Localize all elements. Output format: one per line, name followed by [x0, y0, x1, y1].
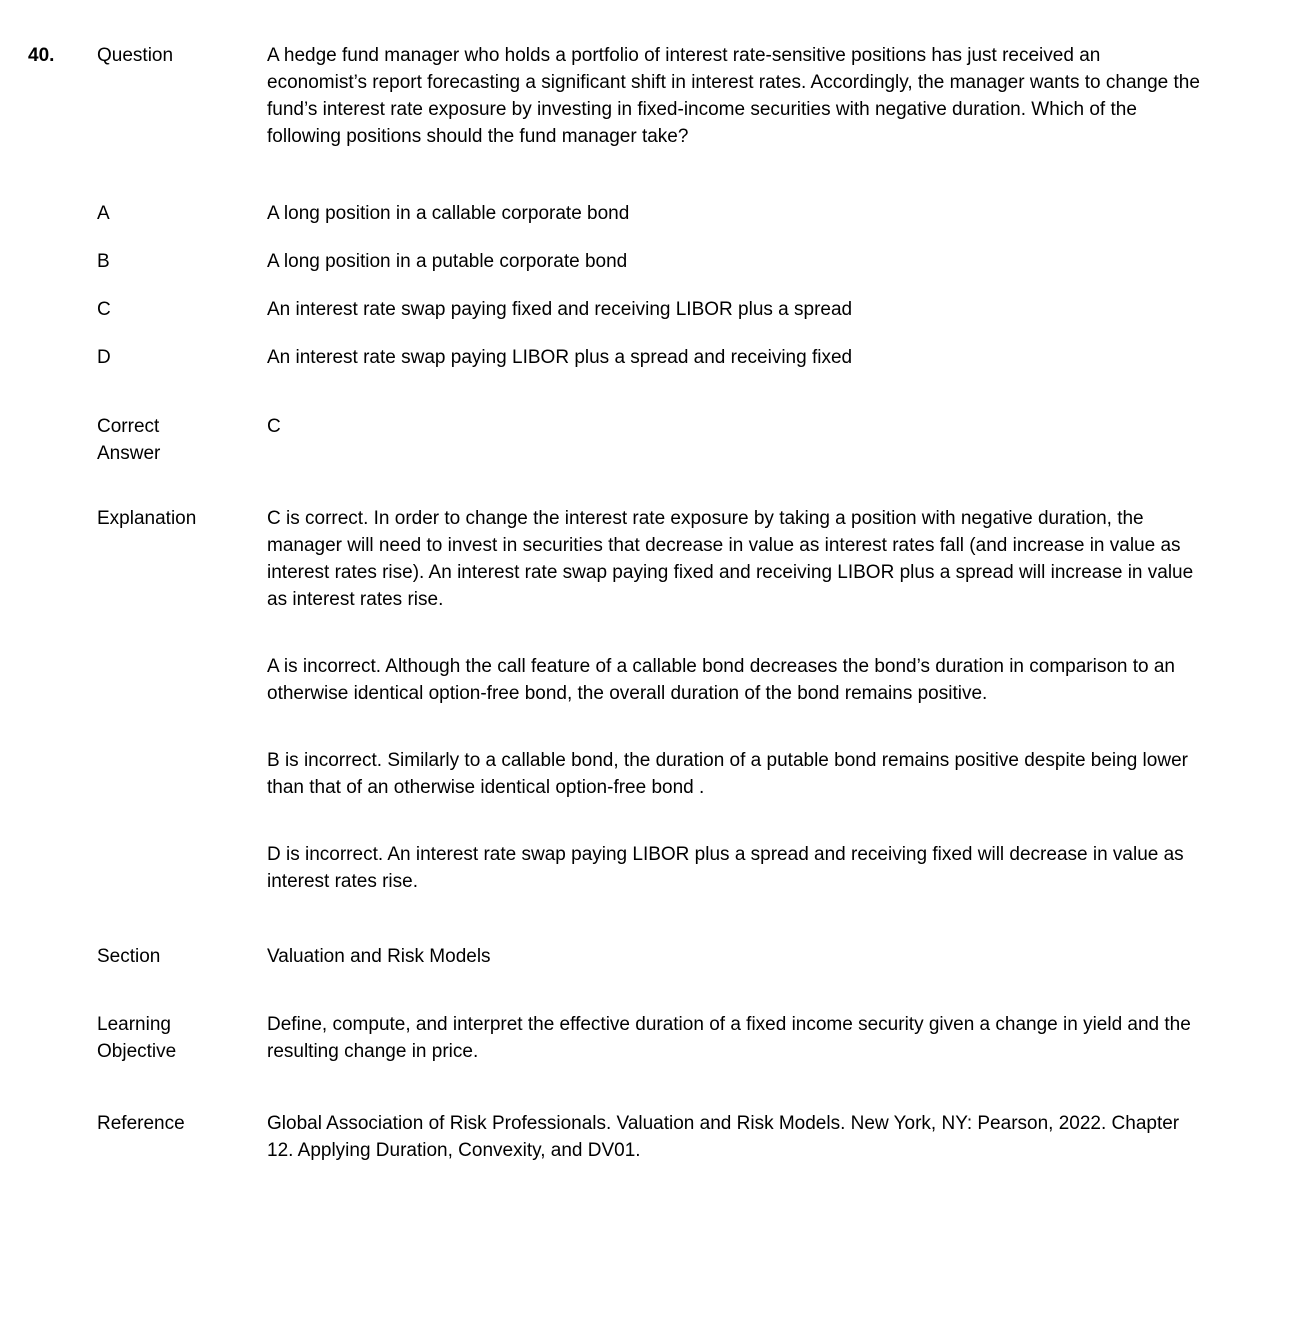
option-text-a: A long position in a callable corporate bond: [267, 203, 630, 224]
question-label: Question: [97, 45, 174, 66]
section-label: Section: [97, 946, 161, 967]
option-text-d: An interest rate swap paying LIBOR plus a spread and receiving fixed: [267, 347, 853, 368]
section-text: Valuation and Risk Models: [267, 946, 491, 967]
reference-row: [28, 1110, 1200, 1164]
explanation-paragraph-d: D is incorrect. An interest rate swap paying LIBOR plus a spread and receiving fixed will decrease in value as interest rates rise.: [267, 844, 1184, 892]
correct-answer-label: Correct Answer: [97, 416, 161, 464]
option-letter-a: A: [97, 203, 110, 224]
explanation-label: Explanation: [97, 508, 197, 529]
option-row-a: [28, 200, 1200, 227]
explanation-row: [28, 505, 1200, 895]
question-row: [28, 42, 1200, 150]
explanation-paragraph-b: B is incorrect. Similarly to a callable bond, the duration of a putable bond remains positive despite being lower than that of an otherwise identical option-free bond .: [267, 750, 1188, 798]
option-row-d: [28, 344, 1200, 371]
reference-text: Global Association of Risk Professionals. Valuation and Risk Models. New York, NY: Pearson, 2022. Chapter 12. Applying Duration, Convexity, and DV01.: [267, 1113, 1180, 1161]
correct-answer-value: C: [267, 416, 281, 437]
question-text: A hedge fund manager who holds a portfolio of interest rate-sensitive positions has just received an economist’s report forecasting a significant shift in interest rates. Accordingly, the manager wants to change the fund’s interest rate exposure by investing in fixed-income securities with negative duration. Which of the following positions should the fund manager take?: [267, 45, 1200, 147]
option-text-c: An interest rate swap paying fixed and receiving LIBOR plus a spread: [267, 299, 853, 320]
learning-objective-text: Define, compute, and interpret the effective duration of a fixed income security given a change in yield and the resulting change in price.: [267, 1014, 1191, 1062]
option-letter-d: D: [97, 347, 111, 368]
correct-answer-row: [28, 413, 1200, 467]
explanation-paragraph-a: A is incorrect. Although the call feature of a callable bond decreases the bond’s duration in comparison to an otherwise identical option-free bond, the overall duration of the bond remains positive.: [267, 656, 1176, 704]
section-row: [28, 943, 1200, 970]
question-number: 40.: [28, 45, 55, 66]
learning-objective-row: [28, 1011, 1200, 1065]
reference-label: Reference: [97, 1113, 185, 1134]
explanation-text: [267, 505, 1200, 895]
option-row-b: [28, 248, 1200, 275]
learning-objective-label: Learning Objective: [97, 1014, 177, 1062]
option-row-c: [28, 296, 1200, 323]
option-letter-b: B: [97, 251, 110, 272]
option-text-b: A long position in a putable corporate bond: [267, 251, 628, 272]
option-letter-c: C: [97, 299, 111, 320]
explanation-paragraph-correct: C is correct. In order to change the interest rate exposure by taking a position with negative duration, the manager will need to invest in securities that decrease in value as interest rates fall (and increase in value as interest rates rise). An interest rate swap paying fixed and receiving LIBOR plus a spread will increase in value as interest rates rise.: [267, 508, 1194, 610]
